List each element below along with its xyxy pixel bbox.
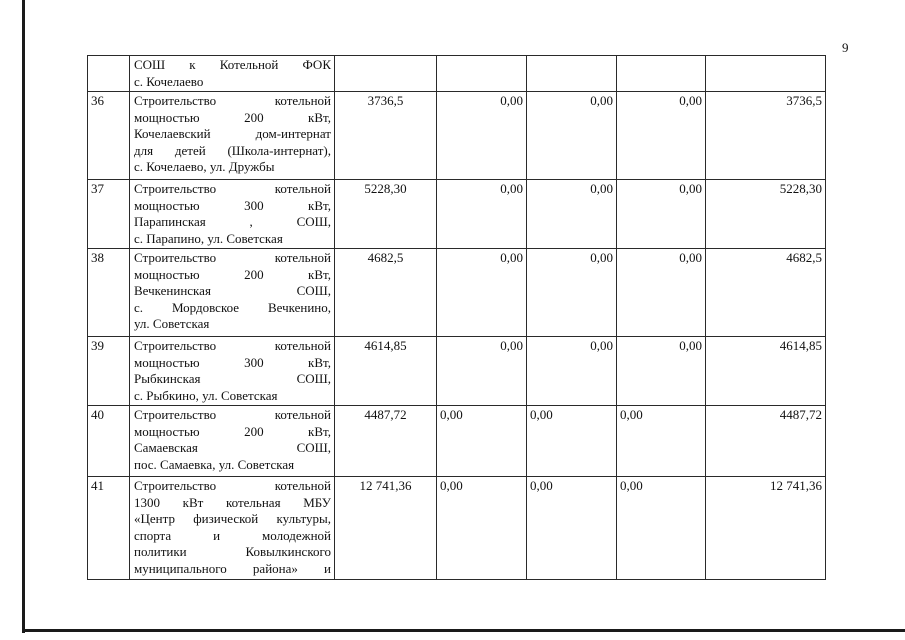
description-line: Строительство котельной bbox=[134, 407, 331, 422]
description-line: с. Кочелаево bbox=[134, 73, 204, 89]
description-line: спорта и молодежной bbox=[134, 527, 331, 543]
description-line: Строительство котельной bbox=[134, 250, 331, 265]
table-row bbox=[88, 249, 826, 337]
table-row bbox=[88, 477, 826, 580]
value-cell: 4614,85 bbox=[706, 337, 826, 406]
description-line: Строительство котельной bbox=[134, 93, 331, 108]
page-number: 9 bbox=[842, 40, 849, 55]
value-cell: 0,00 bbox=[437, 406, 527, 477]
value-cell: 0,00 bbox=[527, 92, 617, 180]
value-cell: 12 741,36 bbox=[335, 477, 437, 580]
row-description bbox=[130, 477, 335, 580]
value-cell: 4487,72 bbox=[335, 406, 437, 477]
description-line: Парапинская , СОШ, bbox=[134, 214, 331, 229]
value-cell: 0,00 bbox=[437, 249, 527, 337]
description-line: мощностью 300 кВт, bbox=[134, 354, 331, 370]
value-cell bbox=[335, 56, 437, 92]
description-line: мощностью 200 кВт, bbox=[134, 109, 331, 125]
page-left-border bbox=[22, 0, 25, 633]
value-cell: 4614,85 bbox=[335, 337, 437, 406]
value-cell: 4682,5 bbox=[706, 249, 826, 337]
description-line: «Центр физической культуры, bbox=[134, 511, 331, 526]
row-number bbox=[88, 56, 130, 92]
value-cell: 0,00 bbox=[617, 406, 706, 477]
description-line: муниципального района» и bbox=[134, 560, 331, 576]
description-line: с. Парапино, ул. Советская bbox=[134, 230, 283, 246]
row-number: 41 bbox=[88, 477, 130, 580]
description-line: Вечкенинская СОШ, bbox=[134, 283, 331, 298]
description-line: с. Кочелаево, ул. Дружбы bbox=[134, 159, 275, 174]
description-line: пос. Самаевка, ул. Советская bbox=[134, 456, 295, 472]
description-line: Самаевская СОШ, bbox=[134, 440, 331, 455]
value-cell: 12 741,36 bbox=[706, 477, 826, 580]
value-cell: 0,00 bbox=[527, 249, 617, 337]
row-description bbox=[130, 180, 335, 249]
row-description bbox=[130, 337, 335, 406]
description-line: мощностью 200 кВт, bbox=[134, 423, 331, 439]
value-cell: 0,00 bbox=[527, 477, 617, 580]
value-cell: 0,00 bbox=[617, 477, 706, 580]
table-row bbox=[88, 92, 826, 180]
row-number: 36 bbox=[88, 92, 130, 180]
row-description bbox=[130, 56, 335, 92]
row-description bbox=[130, 249, 335, 337]
description-line: для детей (Школа-интернат), bbox=[134, 142, 331, 158]
description-line: Кочелаевский дом-интернат bbox=[134, 126, 331, 141]
description-line: Строительство котельной bbox=[134, 181, 331, 196]
construction-table bbox=[87, 55, 826, 580]
description-line: мощностью 200 кВт, bbox=[134, 266, 331, 282]
value-cell: 0,00 bbox=[617, 180, 706, 249]
value-cell: 4682,5 bbox=[335, 249, 437, 337]
value-cell: 0,00 bbox=[527, 406, 617, 477]
value-cell: 0,00 bbox=[437, 477, 527, 580]
value-cell: 5228,30 bbox=[335, 180, 437, 249]
description-line: 1300 кВт котельная МБУ bbox=[134, 494, 331, 510]
row-description bbox=[130, 406, 335, 477]
description-line: СОШ к Котельной ФОК bbox=[134, 57, 331, 72]
description-line: с. Мордовское Вечкенино, bbox=[134, 299, 331, 315]
table-row bbox=[88, 180, 826, 249]
value-cell bbox=[706, 56, 826, 92]
value-cell bbox=[437, 56, 527, 92]
row-number: 38 bbox=[88, 249, 130, 337]
row-number: 37 bbox=[88, 180, 130, 249]
value-cell: 0,00 bbox=[437, 92, 527, 180]
value-cell: 0,00 bbox=[617, 337, 706, 406]
value-cell: 5228,30 bbox=[706, 180, 826, 249]
value-cell: 0,00 bbox=[437, 337, 527, 406]
value-cell: 4487,72 bbox=[706, 406, 826, 477]
table-row bbox=[88, 337, 826, 406]
row-number: 39 bbox=[88, 337, 130, 406]
row-description bbox=[130, 92, 335, 180]
table-row bbox=[88, 56, 826, 92]
value-cell: 0,00 bbox=[437, 180, 527, 249]
value-cell: 0,00 bbox=[617, 92, 706, 180]
value-cell: 0,00 bbox=[617, 249, 706, 337]
description-line: Строительство котельной bbox=[134, 338, 331, 353]
value-cell bbox=[617, 56, 706, 92]
description-line: с. Рыбкино, ул. Советская bbox=[134, 387, 278, 403]
description-line: политики Ковылкинского bbox=[134, 544, 331, 559]
page-bottom-border bbox=[22, 629, 905, 632]
value-cell bbox=[527, 56, 617, 92]
description-line: мощностью 300 кВт, bbox=[134, 197, 331, 213]
description-line: Строительство котельной bbox=[134, 478, 331, 493]
value-cell: 0,00 bbox=[527, 337, 617, 406]
row-number: 40 bbox=[88, 406, 130, 477]
value-cell: 3736,5 bbox=[706, 92, 826, 180]
description-line: ул. Советская bbox=[134, 316, 210, 331]
value-cell: 0,00 bbox=[527, 180, 617, 249]
description-line: Рыбкинская СОШ, bbox=[134, 371, 331, 386]
value-cell: 3736,5 bbox=[335, 92, 437, 180]
table-row bbox=[88, 406, 826, 477]
